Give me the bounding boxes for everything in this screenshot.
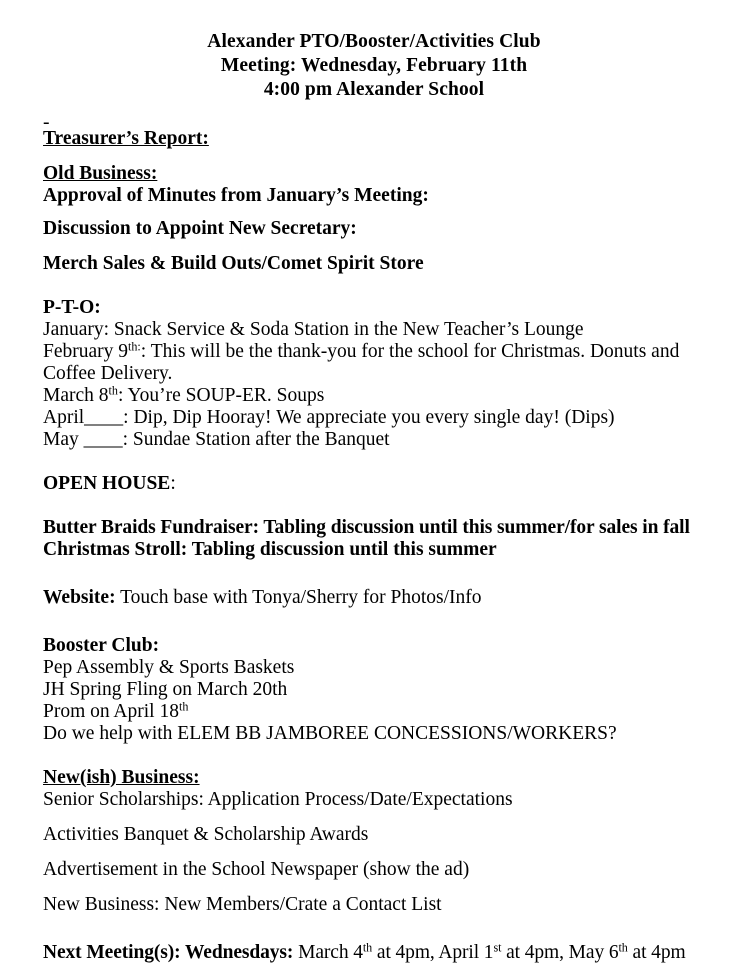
title-line-time-location: 4:00 pm Alexander School: [263, 79, 485, 100]
pto-item-march: [43, 385, 705, 407]
spacer: [43, 150, 705, 163]
pto-march-ordinal: th: [108, 383, 118, 398]
old-business-item-appoint-secretary: Discussion to Appoint New Secretary:: [43, 218, 357, 239]
website-label: Website:: [43, 587, 116, 608]
heading-booster-club: Booster Club:: [43, 635, 160, 656]
website-text: Touch base with Tonya/Sherry for Photos/Info: [115, 587, 482, 608]
stray-mark: -: [43, 112, 50, 133]
next-meetings-may-ordinal: th: [618, 940, 628, 955]
spacer: [43, 240, 705, 253]
heading-treasurers-report: Treasurer’s Report:: [43, 128, 209, 149]
old-business-item-merch-sales: Merch Sales & Build Outs/Comet Spirit Store: [43, 253, 424, 274]
website-item: [43, 587, 705, 609]
pto-february-ordinal: th:: [128, 339, 141, 354]
open-house-label: OPEN HOUSE: [43, 473, 171, 494]
pto-february-text: : This will be the thank-you for the school for Christmas. Donuts and Coffee Delivery.: [43, 341, 685, 384]
pto-item-january: January: Snack Service & Soda Station in the New Teacher’s Lounge: [43, 319, 584, 340]
spacer: [43, 451, 705, 473]
document-title-block: [43, 30, 705, 102]
spacer: [43, 495, 705, 517]
pto-february-date: February 9: [43, 341, 129, 362]
heading-open-house: [43, 473, 705, 495]
next-meetings-may-time: at 4pm: [627, 942, 686, 963]
pto-march-date: March 8: [43, 385, 109, 406]
pto-march-text: : You’re SOUP-ER. Soups: [117, 385, 325, 406]
pto-item-april: April____: Dip, Dip Hooray! We appreciate you every single day! (Dips): [43, 407, 615, 428]
open-house-colon: :: [170, 473, 176, 494]
next-meetings-march: March 4: [293, 942, 363, 963]
new-business-item-activities-banquet: Activities Banquet & Scholarship Awards: [43, 824, 369, 845]
new-business-item-new-members: New Business: New Members/Crate a Contact List: [43, 894, 442, 915]
prom-date: Prom on April 18: [43, 701, 179, 722]
title-line-meeting-date: Meeting: Wednesday, February 11th: [220, 55, 528, 76]
next-meetings-march-time: at 4pm, April 1: [372, 942, 494, 963]
new-business-item-advertisement: Advertisement in the School Newspaper (show the ad): [43, 859, 470, 880]
spacer: [43, 811, 705, 824]
spacer: [43, 745, 705, 767]
next-meetings-march-ordinal: th: [362, 940, 373, 955]
new-business-item-senior-scholarships: Senior Scholarships: Application Process/Date/Expectations: [43, 789, 513, 810]
fundraiser-butter-braids: Butter Braids Fundraiser: Tabling discussion until this summer/for sales in fall: [43, 517, 690, 538]
pto-item-february: [43, 341, 705, 385]
old-business-item-approval-minutes: Approval of Minutes from January’s Meeting:: [43, 185, 429, 206]
title-line-organization: Alexander PTO/Booster/Activities Club: [207, 31, 541, 52]
spacer: [43, 846, 705, 859]
fundraiser-christmas-stroll: Christmas Stroll: Tabling discussion until this summer: [43, 539, 497, 560]
booster-item-prom: [43, 701, 705, 723]
spacer: [43, 916, 705, 942]
heading-new-business: New(ish) Business:: [43, 767, 200, 788]
booster-item-jamboree: Do we help with ELEM BB JAMBOREE CONCESSIONS/WORKERS?: [43, 723, 617, 744]
spacer: [43, 609, 705, 635]
next-meetings-april-ordinal: st: [493, 940, 502, 955]
next-meetings-label: Next Meeting(s): Wednesdays:: [43, 942, 294, 963]
heading-pto: P-T-O:: [43, 297, 101, 318]
booster-item-spring-fling: JH Spring Fling on March 20th: [43, 679, 288, 700]
spacer: [43, 106, 705, 117]
next-meetings-april-time: at 4pm, May 6: [501, 942, 619, 963]
spacer: [43, 275, 705, 297]
prom-ordinal: th: [178, 699, 189, 714]
heading-old-business: Old Business:: [43, 163, 158, 184]
spacer: [43, 881, 705, 894]
next-meetings-line: [43, 942, 705, 964]
booster-item-pep-assembly: Pep Assembly & Sports Baskets: [43, 657, 295, 678]
spacer: [43, 561, 705, 587]
spacer: [43, 207, 705, 218]
pto-item-may: May ____: Sundae Station after the Banquet: [43, 429, 390, 450]
